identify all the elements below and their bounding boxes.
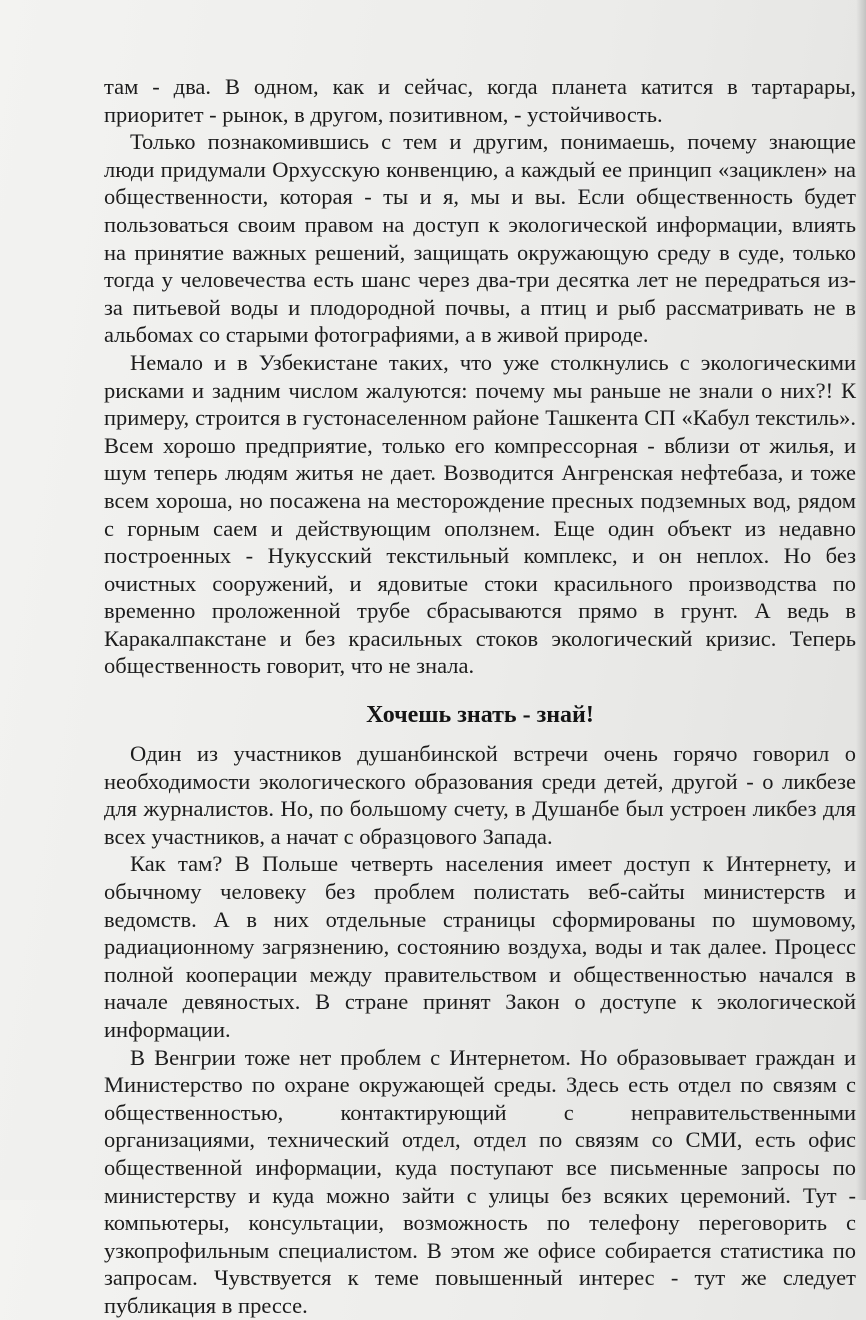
paragraph-uzbekistan-risks: Немало и в Узбекистане таких, что уже столкнулись с экологическими рисками и задним числом жалуются: почему мы раньше не знали о них?! К примеру, строится в густонаселенном районе Ташкента СП «Кабул текстиль». Всем хорошо предприятие, только его компрессорная - вблизи от жилья, и шум теперь людям житья не дает. Возводится Ангренская нефтебаза, и тоже всем хороша, но посажена на месторождение пресных подземных вод, рядом с горным саем и действующим оползнем. Еще один объект из недавно построенных - Нукусский текстильный комплекс, и он неплох. Но без очистных сооружений, и ядовитые стоки красильного производства по временно проложенной трубе сбрасываются прямо в грунт. А ведь в Каракалпакстане и без красильных стоков экологический кризис. Теперь общественность говорит, что не знала. [104, 349, 856, 679]
paragraph-poland: Как там? В Польше четверть населения имеет доступ к Интернету, и обычному человеку без проблем полистать веб-сайты министерств и ведомств. А в них отдельные страницы сформированы по шумовому, радиационному загрязнению, состоянию воздуха, воды и так далее. Процесс полной кооперации между правительством и общественностью начался в начале девяностых. В стране принят Закон о доступе к экологической информации. [104, 851, 856, 1042]
paragraph-orhus-convention: Только познакомившись с тем и другим, понимаешь, почему знающие люди придумали Орхусскую конвенцию, а каждый ее принцип «зациклен» на общественности, которая - ты и я, мы и вы. Если общественность будет пользоваться своим правом на доступ к экологической информации, влиять на принятие важных решений, защищать окружающую среду в суде, только тогда у человечества есть шанс через два-три десятка лет не передраться из-за питьевой воды и плодородной почвы, а птиц и рыб рассматривать не в альбомах со старыми фотографиями, а в живой природе. [104, 129, 856, 348]
paragraph-hungary: В Венгрии тоже нет проблем с Интернетом. Но образовывает граждан и Министерство по охране окружающей среды. Здесь есть отдел по связям с общественностью, контактирующий с неправительственными организациями, технический отдел, отдел по связям со СМИ, есть офис общественной информации, куда поступают все письменные запросы по министерству и куда можно зайти с улицы без всяких церемоний. Тут - компьютеры, консультации, возможность по телефону переговорить с узкопрофильным специалистом. В этом же офисе собирается статистика по запросам. Чувствуется к теме повышенный интерес - тут же следует публикация в прессе. [104, 1044, 856, 1318]
article-body [104, 73, 856, 1320]
paragraph-continuation: там - два. В одном, как и сейчас, когда планета катится в тартарары, приоритет - рынок, в другом, позитивном, - устойчивость. [104, 74, 856, 127]
page-edge-shadow [856, 0, 866, 1200]
section-heading: Хочешь знать - знай! [366, 702, 594, 729]
paragraph-dushanbe-meeting: Один из участников душанбинской встречи очень горячо говорил о необходимости экологического образования среди детей, другой - о ликбезе для журналистов. Но, по большому счету, в Душанбе был устроен ликбез для всех участников, а начат с образцового Запада. [104, 741, 856, 849]
